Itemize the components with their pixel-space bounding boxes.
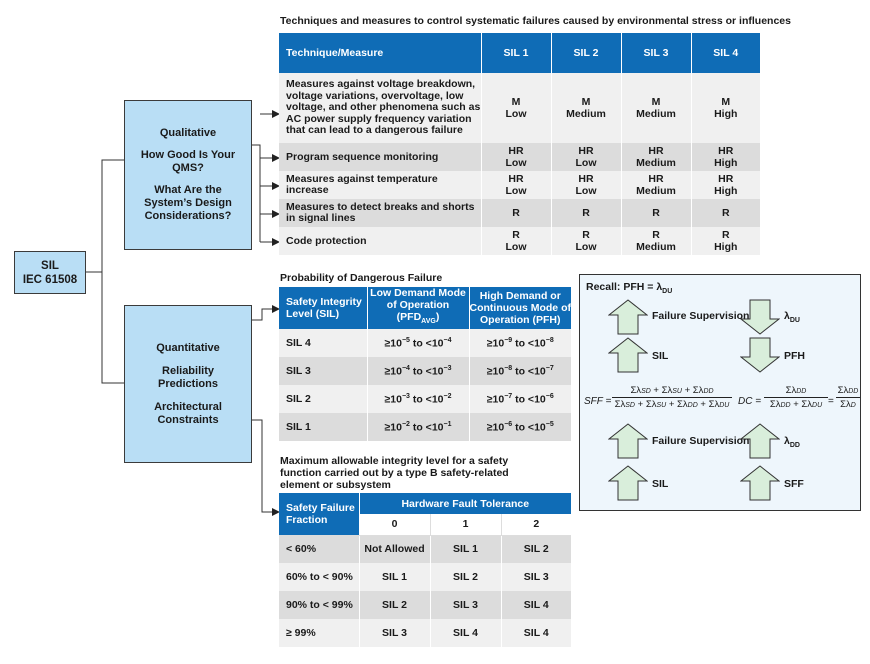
pfd-sil: SIL 2	[279, 385, 367, 413]
arrow-up-icon	[608, 423, 648, 459]
table-cell: $\ge 10^{-2}$ to $<10^{-1}$	[367, 413, 469, 441]
table-cell: M Low	[481, 73, 551, 143]
table-cell: R Low	[481, 227, 551, 255]
table-cell: $\ge 10^{-8}$ to $<10^{-7}$	[469, 357, 571, 385]
table-row	[279, 619, 571, 647]
table-cell: R Medium	[621, 227, 691, 255]
table-cell: SIL 2	[359, 591, 430, 619]
table-cell: HR Low	[551, 171, 621, 199]
dc-equals: =	[828, 396, 834, 407]
recall-sil-2: SIL	[652, 478, 669, 490]
hft-sff: 60% to < 90%	[279, 563, 359, 591]
pfd-title: Probability of Dangerous Failure	[280, 272, 443, 284]
arrow-up-icon	[740, 423, 780, 459]
table-row	[279, 535, 571, 563]
qualitative-q2: What Are the System’s Design Considerations?	[144, 184, 232, 222]
quantitative-box	[124, 305, 252, 463]
qualitative-title: Qualitative	[159, 127, 217, 139]
recall-lambda-du: $\lambda_{DU}$	[784, 310, 800, 325]
root-sil-box	[14, 251, 86, 294]
table-cell: SIL 1	[430, 535, 501, 563]
arrow-down-icon	[740, 299, 780, 335]
pfd-header-high: High Demand or Continuous Mode of Operation (PFH)	[469, 287, 571, 329]
table-cell: SIL 2	[430, 563, 501, 591]
table-cell: HR Medium	[621, 143, 691, 171]
hft-sff: < 60%	[279, 535, 359, 563]
recall-lambda-dd: $\lambda_{DD}$	[784, 435, 800, 450]
table-row	[279, 413, 571, 441]
dc-formula: ΣλDD ΣλDD + ΣλDU	[764, 385, 828, 410]
table-cell: $\ge 10^{-4}$ to $<10^{-3}$	[367, 357, 469, 385]
arrow-up-icon	[740, 465, 780, 501]
table-cell: HR Low	[481, 171, 551, 199]
dc-label: DC =	[738, 396, 762, 407]
table-cell: SIL 3	[359, 619, 430, 647]
table-cell: R	[551, 199, 621, 227]
sff-formula: ΣλSD + ΣλSU + ΣλDD ΣλSD + ΣλSU + ΣλDD + ΣλDU	[612, 385, 732, 410]
technique-label: Measures against temperature increase	[279, 171, 481, 199]
arrow-up-icon	[608, 299, 648, 335]
table-cell: R Low	[551, 227, 621, 255]
hft-col-2: 2	[501, 514, 571, 535]
recall-failure-supervision-1: Failure Supervision	[652, 310, 750, 322]
table-cell: HR High	[691, 171, 760, 199]
table-row	[279, 143, 760, 171]
table-cell: M High	[691, 73, 760, 143]
pfd-table	[279, 287, 571, 441]
table-cell: $\ge 10^{-3}$ to $<10^{-2}$	[367, 385, 469, 413]
techniques-header-measure: Technique/Measure	[279, 33, 481, 73]
techniques-header-sil3: SIL 3	[621, 33, 691, 73]
technique-label: Code protection	[279, 227, 481, 255]
table-cell: $\ge 10^{-5}$ to $<10^{-4}$	[367, 329, 469, 357]
table-cell: HR Low	[481, 143, 551, 171]
table-row	[279, 171, 760, 199]
table-row	[279, 357, 571, 385]
dc-formula-2: ΣλDD ΣλD	[837, 385, 859, 410]
table-cell: R	[481, 199, 551, 227]
table-row	[279, 591, 571, 619]
table-row	[279, 385, 571, 413]
hft-sff: 90% to < 99%	[279, 591, 359, 619]
quantitative-item2: Architectural Constraints	[154, 400, 222, 426]
table-cell: HR Medium	[621, 171, 691, 199]
table-cell: HR Low	[551, 143, 621, 171]
table-cell: SIL 4	[501, 619, 571, 647]
qualitative-q1: How Good Is Your QMS?	[140, 149, 236, 174]
sff-label: SFF =	[584, 396, 612, 407]
technique-label: Measures to detect breaks and shorts in signal lines	[279, 199, 481, 227]
table-cell: SIL 3	[501, 563, 571, 591]
recall-sil-1: SIL	[652, 350, 669, 362]
recall-failure-supervision-2: Failure Supervision	[652, 435, 750, 447]
table-cell: Not Allowed	[359, 535, 430, 563]
arrow-up-icon	[608, 337, 648, 373]
arrow-down-icon	[740, 337, 780, 373]
techniques-table	[279, 33, 760, 255]
table-cell: $\ge 10^{-9}$ to $<10^{-8}$	[469, 329, 571, 357]
arrow-up-icon	[608, 465, 648, 501]
table-row	[279, 329, 571, 357]
table-cell: R High	[691, 227, 760, 255]
recall-heading: Recall: PFH = $\lambda_{DU}$	[586, 281, 673, 296]
table-cell: R	[691, 199, 760, 227]
quantitative-item1: Reliability Predictions	[158, 364, 218, 390]
hft-col-1: 1	[430, 514, 501, 535]
table-cell: M Medium	[621, 73, 691, 143]
table-cell: M Medium	[551, 73, 621, 143]
table-cell: $\ge 10^{-6}$ to $<10^{-5}$	[469, 413, 571, 441]
table-cell: HR High	[691, 143, 760, 171]
technique-label: Measures against voltage breakdown, voltage variations, overvoltage, low voltage, and other phenomena such as AC power supply frequency variation that can lead to a dangerous failure	[279, 73, 481, 143]
techniques-header-sil4: SIL 4	[691, 33, 760, 73]
quantitative-title: Quantitative	[156, 341, 220, 354]
techniques-header-sil1: SIL 1	[481, 33, 551, 73]
table-cell: SIL 4	[501, 591, 571, 619]
pfd-header-low: Low Demand Mode of Operation $(PFD_{AVG})$	[367, 287, 469, 329]
table-row	[279, 73, 760, 143]
table-cell: $\ge 10^{-7}$ to $<10^{-6}$	[469, 385, 571, 413]
techniques-header-sil2: SIL 2	[551, 33, 621, 73]
hft-col-0: 0	[359, 514, 430, 535]
table-cell: SIL 1	[359, 563, 430, 591]
techniques-title: Techniques and measures to control systematic failures caused by environmental stress or influences	[280, 15, 791, 27]
table-cell: SIL 4	[430, 619, 501, 647]
pfd-sil: SIL 3	[279, 357, 367, 385]
table-row	[279, 563, 571, 591]
technique-label: Program sequence monitoring	[279, 143, 481, 171]
hft-header-sff: Safety Failure Fraction	[279, 493, 359, 535]
recall-box	[579, 274, 861, 511]
recall-sff: SFF	[784, 478, 804, 490]
table-cell: R	[621, 199, 691, 227]
recall-pfh: PFH	[784, 350, 805, 362]
table-row	[279, 227, 760, 255]
table-cell: SIL 3	[430, 591, 501, 619]
pfd-sil: SIL 4	[279, 329, 367, 357]
table-cell: SIL 2	[501, 535, 571, 563]
hft-table	[279, 493, 571, 647]
hft-header-group: Hardware Fault Tolerance	[359, 493, 571, 514]
root-line2: IEC 61508	[22, 273, 78, 286]
pfd-sil: SIL 1	[279, 413, 367, 441]
pfd-header-sil: Safety Integrity Level (SIL)	[279, 287, 367, 329]
table-row	[279, 199, 760, 227]
hft-title: Maximum allowable integrity level for a safety function carried out by a type B safety-related element or subsystem	[280, 455, 509, 491]
hft-sff: ≥ 99%	[279, 619, 359, 647]
root-line1: SIL	[41, 259, 59, 272]
qualitative-box	[124, 100, 252, 250]
